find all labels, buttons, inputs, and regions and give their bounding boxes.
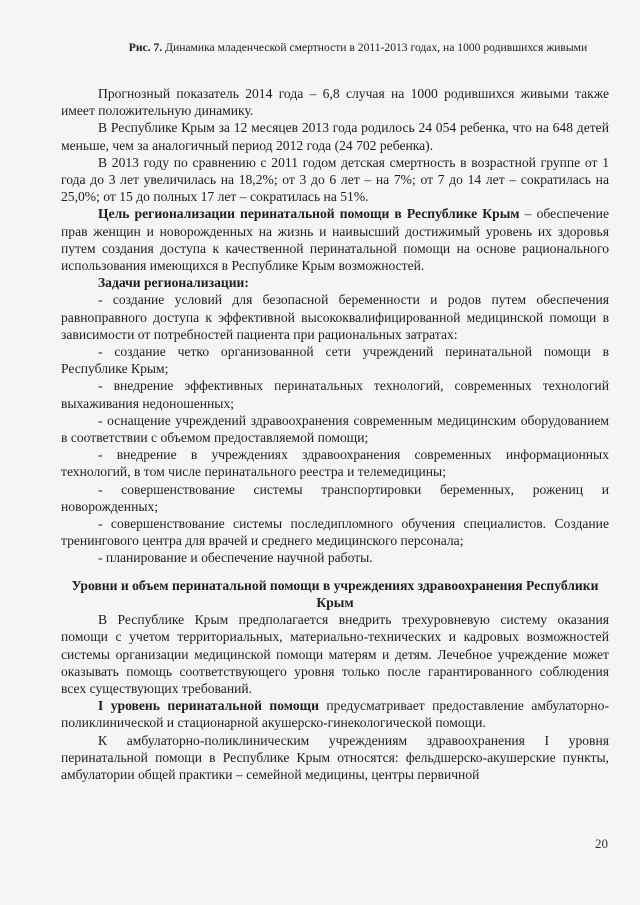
task-item: - внедрение эффективных перинатальных технологий, современных технологий выхаживания недоношенных; (61, 378, 609, 411)
figure-caption (118, 40, 598, 55)
task-item: - планирование и обеспечение научной работы. (98, 550, 373, 566)
task-item: - внедрение в учреждениях здравоохранения современных информационных технологий, в том числе перинатального реестра и телемедицины; (61, 447, 609, 480)
task-item: - создание условий для безопасной беременности и родов путем обеспечения равноправного доступа к эффективной высококвалифицированной медицинской помощи в зависимости от потребностей пациента при рациональных затратах: (61, 292, 609, 342)
level-text: предусматривает предоставление амбулаторно-поликлинической и стационарной акушерско-гинекологической помощи. (61, 698, 609, 731)
task-item: - оснащение учреждений здравоохранения современным медицинским оборудованием в соответствии с объемом предоставляемой помощи; (61, 412, 609, 446)
goal-paragraph (61, 205, 609, 274)
task-item: - совершенствование системы последипломного обучения специалистов. Создание тренингового центра для врачей и среднего медицинского персонала; (61, 516, 609, 549)
figure-caption-label: Рис. 7. (128, 41, 163, 54)
section-last-paragraph: К амбулаторно-поликлиническим учреждениям здравоохранения I уровня перинатальной помощи в Республике Крым относятся: фельдшерско-акушерские пункты, амбулатории общей практики – семейной медицины, центры первичной (61, 732, 609, 782)
page-number: 20 (595, 836, 608, 851)
task-item: - совершенствование системы транспортировки беременных, рожениц и новорожденных; (61, 481, 609, 514)
figure-caption-text: Динамика младенческой смертности в 2011-2013 годах, на 1000 родившихся живыми (165, 41, 588, 54)
paragraph-births: В Республике Крым за 12 месяцев 2013 года родилось 24 054 ребенка, что на 648 детей меньше, чем за аналогичный период 2012 года (24 702 ребенка). (61, 120, 609, 153)
goal-title: Цель регионализации перинатальной помощи в Республике Крым (98, 206, 520, 222)
level-paragraph (61, 697, 609, 731)
section-heading: Уровни и объем перинатальной помощи в учреждениях здравоохранения Республики Крым (71, 577, 599, 610)
task-item: - создание четко организованной сети учреждений перинатальной помощи в Республике Крым; (61, 344, 609, 377)
tasks-title: Задачи регионализации: (98, 275, 249, 291)
paragraph-child-mortality: В 2013 году по сравнению с 2011 годом детская смертность в возрастной группе от 1 года до 3 лет увеличилась на 18,2%; от 3 до 6 лет – на 7%; от 7 до 14 лет – сократилась на 25,0%; от 15 до полных 17 лет – сократилась на 51%. (61, 154, 609, 205)
level-title: I уровень перинатальной помощи (98, 698, 319, 714)
document-body (61, 85, 609, 783)
paragraph-forecast: Прогнозный показатель 2014 года – 6,8 случая на 1000 родившихся живыми также имеет положительную динамику. (61, 86, 609, 119)
section-intro: В Республике Крым предполагается внедрить трехуровневую систему оказания помощи с учетом территориальных, материально-технических и кадровых возможностей системы организации медицинской помощи матерям и детям. Лечебное учреждение может оказывать помощь соответствующего уровня только после гарантированного соблюдения всех существующих требований. (61, 612, 609, 696)
goal-text: – обеспечение прав женщин и новорожденных на жизнь и наивысший достижимый уровень их здоровья путем создания доступа к качественной перинатальной помощи на основе рационального использования имеющихся в Республике Крым возможностей. (61, 206, 609, 274)
